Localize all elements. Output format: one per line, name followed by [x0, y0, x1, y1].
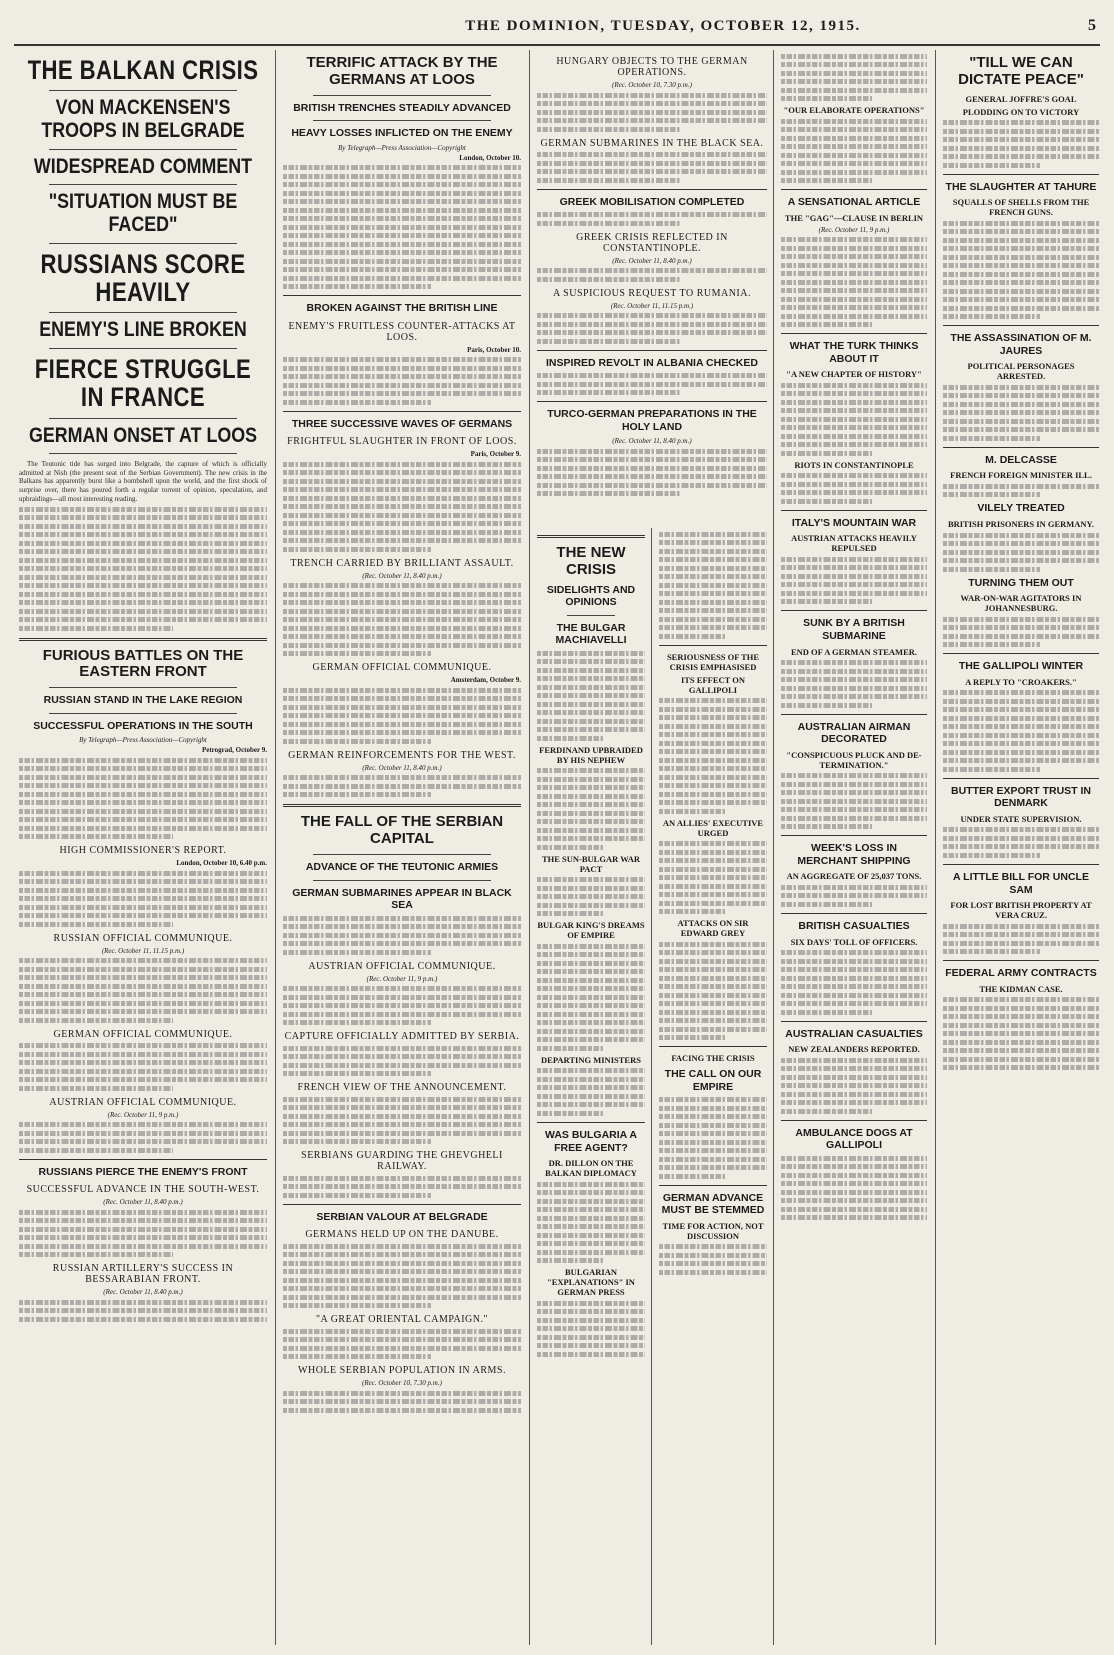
headline: SERBIAN VALOUR AT BELGRADE	[316, 1210, 488, 1223]
divider	[283, 1204, 521, 1205]
article-text	[943, 617, 1099, 648]
subheadline: FRENCH VIEW OF THE ANNOUNCEMENT.	[297, 1082, 507, 1094]
column-balkan-crisis	[12, 50, 274, 1645]
article-text	[781, 1058, 927, 1114]
headline: HEAVY LOSSES INFLICTED ON THE ENEMY	[291, 127, 513, 140]
headline: GREEK MOBILISATION COMPLETED	[559, 195, 745, 208]
divider	[781, 610, 927, 611]
article-text	[283, 1244, 521, 1309]
subheadline: SIX DAYS' TOLL OF OFFICERS.	[790, 936, 918, 947]
column-western-front	[276, 50, 528, 1645]
subheadline: RIOTS IN CONSTANTINOPLE	[794, 459, 914, 470]
subheadline: TRENCH CARRIED BY BRILLIANT ASSAULT.	[290, 557, 514, 569]
article-text	[781, 237, 927, 327]
article-text	[537, 768, 645, 850]
divider	[313, 120, 491, 121]
subheadline: "OUR ELABORATE OPERATIONS"	[783, 105, 925, 115]
divider	[49, 243, 237, 244]
article-text	[943, 385, 1099, 441]
page-number: 5	[1088, 17, 1096, 34]
article-text	[943, 997, 1099, 1070]
divider	[943, 960, 1099, 961]
article-text	[283, 1176, 521, 1198]
divider	[943, 864, 1099, 865]
subheadline: BULGAR KING'S DREAMS OF EMPIRE	[537, 920, 645, 941]
divider	[537, 401, 767, 402]
article-text	[19, 758, 267, 840]
headline: GERMAN SUBMARINES APPEAR IN BLACK SEA	[292, 886, 512, 912]
article-text	[283, 165, 521, 289]
headline: FEDERAL ARMY CONTRACTS	[945, 967, 1097, 980]
divider	[49, 453, 237, 454]
subheadline: ITS EFFECT ON GALLIPOLI	[680, 674, 746, 695]
subheadline: AN ALLIES' EXECUTIVE URGED	[662, 817, 764, 838]
headline: A SENSATIONAL ARTICLE	[787, 196, 921, 208]
article-text	[283, 1097, 521, 1145]
received-line: (Rec. October 10, 7.30 p.m.)	[612, 81, 692, 89]
divider	[567, 615, 615, 616]
subheadline: BRITISH PRISONERS IN GERMANY.	[947, 519, 1095, 530]
article-text	[537, 313, 767, 344]
article-text	[537, 651, 645, 741]
subheadline: GERMAN REINFORCEMENTS FOR THE WEST.	[288, 749, 516, 761]
headline: FIERCE STRUGGLE IN FRANCE	[34, 354, 252, 413]
article-text	[659, 942, 767, 1041]
headline: THE ASSASSINATION OF M. JAURES	[950, 332, 1092, 357]
headline: BUTTER EXPORT TRUST IN DENMARK	[950, 784, 1091, 810]
masthead-rule	[14, 44, 1100, 46]
subheadline: "CONSPICUOUS PLUCK AND DE-TERMINATION."	[786, 749, 922, 770]
dateline: London, October 10.	[459, 153, 521, 162]
divider	[659, 1185, 767, 1186]
headline: ADVANCE OF THE TEUTONIC ARMIES	[305, 861, 499, 874]
subheadline: ENEMY'S FRUITLESS COUNTER-ATTACKS AT LOOS.	[288, 320, 516, 343]
received-line: (Rec. October 11, 8.40 p.m.)	[362, 571, 442, 580]
headline: INSPIRED REVOLT IN ALBANIA CHECKED	[546, 356, 758, 369]
divider	[49, 184, 237, 185]
headline: TURNING THEM OUT	[968, 576, 1074, 589]
article-text	[659, 1097, 767, 1179]
divider	[943, 653, 1099, 654]
subheadline: WAR-ON-WAR AGITATORS IN JOHANNESBURG.	[960, 593, 1082, 614]
divider	[49, 348, 237, 349]
subheadline: HIGH COMMISSIONER'S REPORT.	[59, 845, 227, 857]
headline: THREE SUCCESSIVE WAVES OF GERMANS	[291, 417, 513, 430]
headline: THE BULGAR MACHIAVELLI	[555, 621, 627, 647]
article-text	[283, 357, 521, 405]
headline: THE CALL ON OUR EMPIRE	[664, 1068, 762, 1093]
article-text	[943, 924, 1099, 955]
article-text	[659, 532, 767, 639]
headline: THE SLAUGHTER AT TAHURE	[945, 180, 1097, 193]
divider	[659, 1046, 767, 1047]
subheadline: FRENCH FOREIGN MINISTER ILL.	[950, 470, 1092, 481]
subheadline: FOR LOST BRITISH PROPERTY AT VERA CRUZ.	[950, 900, 1092, 921]
subheadline: THE SUN-BULGAR WAR PACT	[541, 853, 641, 874]
divider	[19, 638, 267, 641]
column-foreign-news	[774, 50, 934, 1645]
article-text	[283, 1329, 521, 1360]
headline: BRITISH TRENCHES STEADILY ADVANCED	[293, 101, 511, 114]
divider	[781, 835, 927, 836]
divider	[781, 1120, 927, 1121]
subheadline: GERMAN SUBMARINES IN THE BLACK SEA.	[540, 137, 764, 149]
article-text	[283, 916, 521, 955]
article-text	[781, 473, 927, 504]
column-new-crisis	[530, 528, 652, 1645]
headline: AUSTRALIAN CASUALTIES	[785, 1027, 923, 1040]
headline: M. DELCASSE	[985, 453, 1057, 466]
headline-balkan-crisis: THE BALKAN CRISIS	[27, 55, 259, 85]
article-text	[537, 93, 767, 132]
article-text	[283, 775, 521, 797]
divider	[781, 913, 927, 914]
subheadline: DEPARTING MINISTERS	[541, 1054, 641, 1065]
headline: A LITTLE BILL FOR UNCLE SAM	[953, 870, 1089, 896]
headline: "SITUATION MUST BE FACED"	[48, 190, 238, 237]
headline: "TILL WE CAN DICTATE PEACE"	[958, 54, 1084, 88]
subheadline: GERMAN OFFICIAL COMMUNIQUE.	[53, 1028, 233, 1040]
article-text	[283, 986, 521, 1025]
headline: SUNK BY A BRITISH SUBMARINE	[803, 617, 905, 642]
headline: WIDESPREAD COMMENT	[33, 154, 253, 178]
headline: WHAT THE TURK THINKS ABOUT IT	[789, 340, 919, 365]
divider	[313, 854, 491, 855]
article-text	[537, 212, 767, 226]
article-text	[537, 944, 645, 1051]
article-text	[943, 120, 1099, 168]
received-line: (Rec. October 11, 8.40 p.m.)	[103, 1288, 183, 1297]
subheadline: AUSTRIAN OFFICIAL COMMUNIQUE.	[49, 1096, 237, 1108]
article-text	[781, 660, 927, 708]
article-text	[537, 449, 767, 497]
subheadline: CAPTURE OFFICIALLY ADMITTED BY SERBIA.	[284, 1031, 520, 1043]
subheadline: GREEK CRISIS REFLECTED IN CONSTANTINOPLE.	[576, 231, 728, 254]
received-line: (Rec. October 11, 8.40 p.m.)	[612, 256, 692, 265]
article-text	[283, 688, 521, 744]
subheadline: FERDINAND UPBRAIDED BY HIS NEPHEW	[539, 744, 643, 765]
subheadline: RUSSIAN ARTILLERY'S SUCCESS IN BESSARABIAN FRONT.	[52, 1263, 234, 1286]
divider	[943, 447, 1099, 448]
divider	[943, 778, 1099, 779]
divider	[781, 1021, 927, 1022]
headline: WAS BULGARIA A FREE AGENT?	[545, 1128, 637, 1154]
headline: BROKEN AGAINST THE BRITISH LINE	[306, 302, 498, 315]
subheadline: A REPLY TO "CROAKERS."	[965, 676, 1077, 687]
received-line: (Rec. October 11, 8.40 p.m.)	[612, 437, 692, 446]
dateline: Amsterdam, October 9.	[450, 676, 521, 685]
divider	[283, 295, 521, 296]
subheadline: HUNGARY OBJECTS TO THE GERMAN OPERATIONS.	[556, 56, 748, 78]
subheadline: FRIGHTFUL SLAUGHTER IN FRONT OF LOOS.	[287, 436, 517, 448]
headline: FURIOUS BATTLES ON THE EASTERN FRONT	[42, 646, 244, 681]
article-text	[659, 698, 767, 814]
divider	[781, 189, 927, 190]
headline: WEEK'S LOSS IN MERCHANT SHIPPING	[797, 842, 911, 867]
subheadline: SERBIANS GUARDING THE GHEVGHELI RAILWAY.	[301, 1150, 503, 1173]
article-text	[283, 1391, 521, 1413]
headline-new-crisis: THE NEW CRISIS	[556, 544, 626, 578]
divider	[283, 804, 521, 807]
subheadline: PLODDING ON TO VICTORY	[962, 106, 1080, 117]
headline: AUSTRALIAN AIRMAN DECORATED	[797, 720, 911, 746]
article-text	[283, 1046, 521, 1077]
headline: SIDELIGHTS AND OPINIONS	[546, 583, 636, 609]
newspaper-masthead: THE DOMINION, TUESDAY, OCTOBER 12, 1915.	[465, 17, 861, 34]
subheadline: A SUSPICIOUS REQUEST TO RUMANIA.	[553, 287, 751, 299]
divider	[537, 350, 767, 351]
received-line: (Rec. October 11, 8.40 p.m.)	[103, 1198, 183, 1207]
received-line: (Rec. October 11, 11.15 p.m.)	[610, 301, 694, 310]
column-crisis-effects	[652, 528, 774, 1645]
divider	[49, 713, 237, 714]
divider	[19, 1159, 267, 1160]
article-text	[943, 533, 1099, 572]
subheadline: "A GREAT ORIENTAL CAMPAIGN."	[315, 1314, 489, 1326]
article-text	[781, 383, 927, 456]
headline: GERMAN ADVANCE MUST BE STEMMED	[661, 1191, 765, 1217]
article-text	[537, 373, 767, 395]
divider	[537, 1122, 645, 1123]
subheadline: GERMAN OFFICIAL COMMUNIQUE.	[312, 662, 492, 674]
subheadline: THE KIDMAN CASE.	[979, 983, 1063, 994]
subheadline: SQUALLS OF SHELLS FROM THE FRENCH GUNS.	[952, 197, 1090, 218]
article-text	[19, 1122, 267, 1153]
subheadline: RUSSIAN OFFICIAL COMMUNIQUE.	[53, 932, 233, 944]
divider	[313, 95, 491, 96]
article-text	[781, 557, 927, 605]
article-text	[781, 950, 927, 1015]
received-line: (Rec. October 11, 9 p.m.)	[818, 225, 890, 234]
article-text	[943, 827, 1099, 858]
subheadline: SUCCESSFUL ADVANCE IN THE SOUTH-WEST.	[26, 1184, 260, 1196]
column-balkan-news	[530, 50, 774, 520]
article-text	[19, 1300, 267, 1322]
dateline: Petrograd, October 9.	[201, 746, 267, 755]
headline: BRITISH CASUALTIES	[798, 919, 910, 932]
headline: VILELY TREATED	[977, 502, 1065, 515]
divider	[283, 411, 521, 412]
article-lead: The Teutonic tide has surged into Belgrade, the capture of which is officially admitted at Nish (the present seat of the Serbian Government). The new crisis in the Balkans has apparently burst like a bombshell upon the world, and the first shock of surprise over, there has poured forth a regular torrent of opinion, speculation, and upbraidings—all most interesting reading.	[19, 460, 267, 503]
headline: VON MACKENSEN'S TROOPS IN BELGRADE	[41, 96, 245, 143]
article-text	[537, 877, 645, 916]
dateline: London, October 10, 6.40 p.m.	[176, 859, 267, 868]
article-text	[19, 507, 267, 631]
received-line: (Rec. October 11, 9 p.m.)	[107, 1110, 179, 1119]
headline: SUCCESSFUL OPERATIONS IN THE SOUTH	[33, 719, 253, 732]
article-text	[537, 152, 767, 183]
article-text	[943, 484, 1099, 498]
headline: RUSSIANS PIERCE THE ENEMY'S FRONT	[38, 1165, 248, 1178]
article-text	[283, 462, 521, 552]
divider	[49, 418, 237, 419]
article-text	[781, 119, 927, 184]
headline: ITALY'S MOUNTAIN WAR	[791, 516, 917, 529]
subheadline: AUSTRIAN ATTACKS HEAVILY REPULSED	[791, 533, 917, 554]
divider	[49, 687, 237, 688]
divider	[943, 174, 1099, 175]
subheadline: DR. DILLON ON THE BALKAN DIPLOMACY	[545, 1158, 637, 1179]
subheadline: THE "GAG"—CLAUSE IN BERLIN	[784, 212, 924, 223]
article-text	[19, 871, 267, 927]
divider	[313, 880, 491, 881]
subheadline: TIME FOR ACTION, NOT DISCUSSION	[662, 1220, 764, 1241]
article-text	[659, 1244, 767, 1275]
divider	[49, 312, 237, 313]
article-text	[943, 221, 1099, 320]
divider	[781, 333, 927, 334]
headline: THE GALLIPOLI WINTER	[958, 660, 1084, 673]
received-line: (Rec. October 11, 8.40 p.m.)	[362, 763, 442, 772]
article-text	[537, 1068, 645, 1116]
subheadline: ATTACKS ON SIR EDWARD GREY	[677, 918, 749, 938]
subheadline: END OF A GERMAN STEAMER.	[790, 646, 917, 657]
subheadline: AN AGGREGATE OF 25,037 TONS.	[786, 871, 922, 882]
subheadline: FACING THE CRISIS	[671, 1053, 755, 1063]
dateline: Paris, October 9.	[470, 450, 521, 459]
subheadline: GENERAL JOFFRE'S GOAL	[965, 93, 1077, 104]
subheadline: AUSTRIAN OFFICIAL COMMUNIQUE.	[308, 960, 496, 972]
received-line: (Rec. October 11, 9 p.m.)	[366, 974, 438, 983]
article-text	[537, 1182, 645, 1264]
headline: ENEMY'S LINE BROKEN	[39, 318, 247, 342]
headline: GERMAN ONSET AT LOOS	[28, 423, 258, 447]
article-text	[943, 690, 1099, 772]
received-line: (Rec. October 11, 11.15 p.m.)	[101, 946, 185, 955]
article-text	[781, 54, 927, 102]
divider	[659, 645, 767, 646]
article-text	[19, 1210, 267, 1258]
subheadline: POLITICAL PERSONAGES ARRESTED.	[967, 361, 1075, 382]
headline: AMBULANCE DOGS AT GALLIPOLI	[795, 1126, 913, 1152]
headline-serbian-capital: THE FALL OF THE SERBIAN CAPITAL	[300, 813, 504, 848]
headline: TERRIFIC ATTACK BY THE GERMANS AT LOOS	[306, 54, 498, 88]
article-text	[781, 1156, 927, 1221]
divider	[537, 189, 767, 190]
masthead	[0, 0, 1114, 44]
headline: TURCO-GERMAN PREPARATIONS IN THE HOLY LAND	[547, 408, 757, 433]
article-text	[781, 885, 927, 907]
headline: RUSSIAN STAND IN THE LAKE REGION	[43, 694, 243, 707]
article-text	[19, 958, 267, 1023]
credit-line: By Telegraph—Press Association—Copyright	[79, 736, 207, 745]
credit-line: By Telegraph—Press Association—Copyright	[338, 143, 466, 152]
subheadline: GERMANS HELD UP ON THE DANUBE.	[305, 1229, 499, 1241]
divider	[781, 510, 927, 511]
divider	[537, 535, 645, 538]
column-france	[936, 50, 1106, 1645]
received-line: (Rec. October 10, 7.30 p.m.)	[362, 1379, 442, 1388]
headline: RUSSIANS SCORE HEAVILY	[40, 248, 246, 308]
subheadline: SERIOUSNESS OF THE CRISIS EMPHASISED	[666, 651, 760, 672]
article-text	[781, 773, 927, 829]
article-text	[537, 268, 767, 282]
article-text	[659, 841, 767, 914]
subheadline: WHOLE SERBIAN POPULATION IN ARMS.	[298, 1365, 506, 1377]
article-text	[537, 1301, 645, 1357]
divider	[49, 149, 237, 150]
subheadline: UNDER STATE SUPERVISION.	[960, 813, 1082, 824]
subheadline: NEW ZEALANDERS REPORTED.	[788, 1044, 920, 1055]
divider	[943, 325, 1099, 326]
subheadline: "A NEW CHAPTER OF HISTORY"	[786, 369, 922, 380]
article-text	[19, 1043, 267, 1091]
divider	[781, 714, 927, 715]
divider	[49, 90, 237, 91]
dateline: Paris, October 10.	[467, 345, 521, 354]
article-text	[283, 583, 521, 656]
subheadline: BULGARIAN "EXPLANATIONS" IN GERMAN PRESS	[547, 1267, 635, 1298]
